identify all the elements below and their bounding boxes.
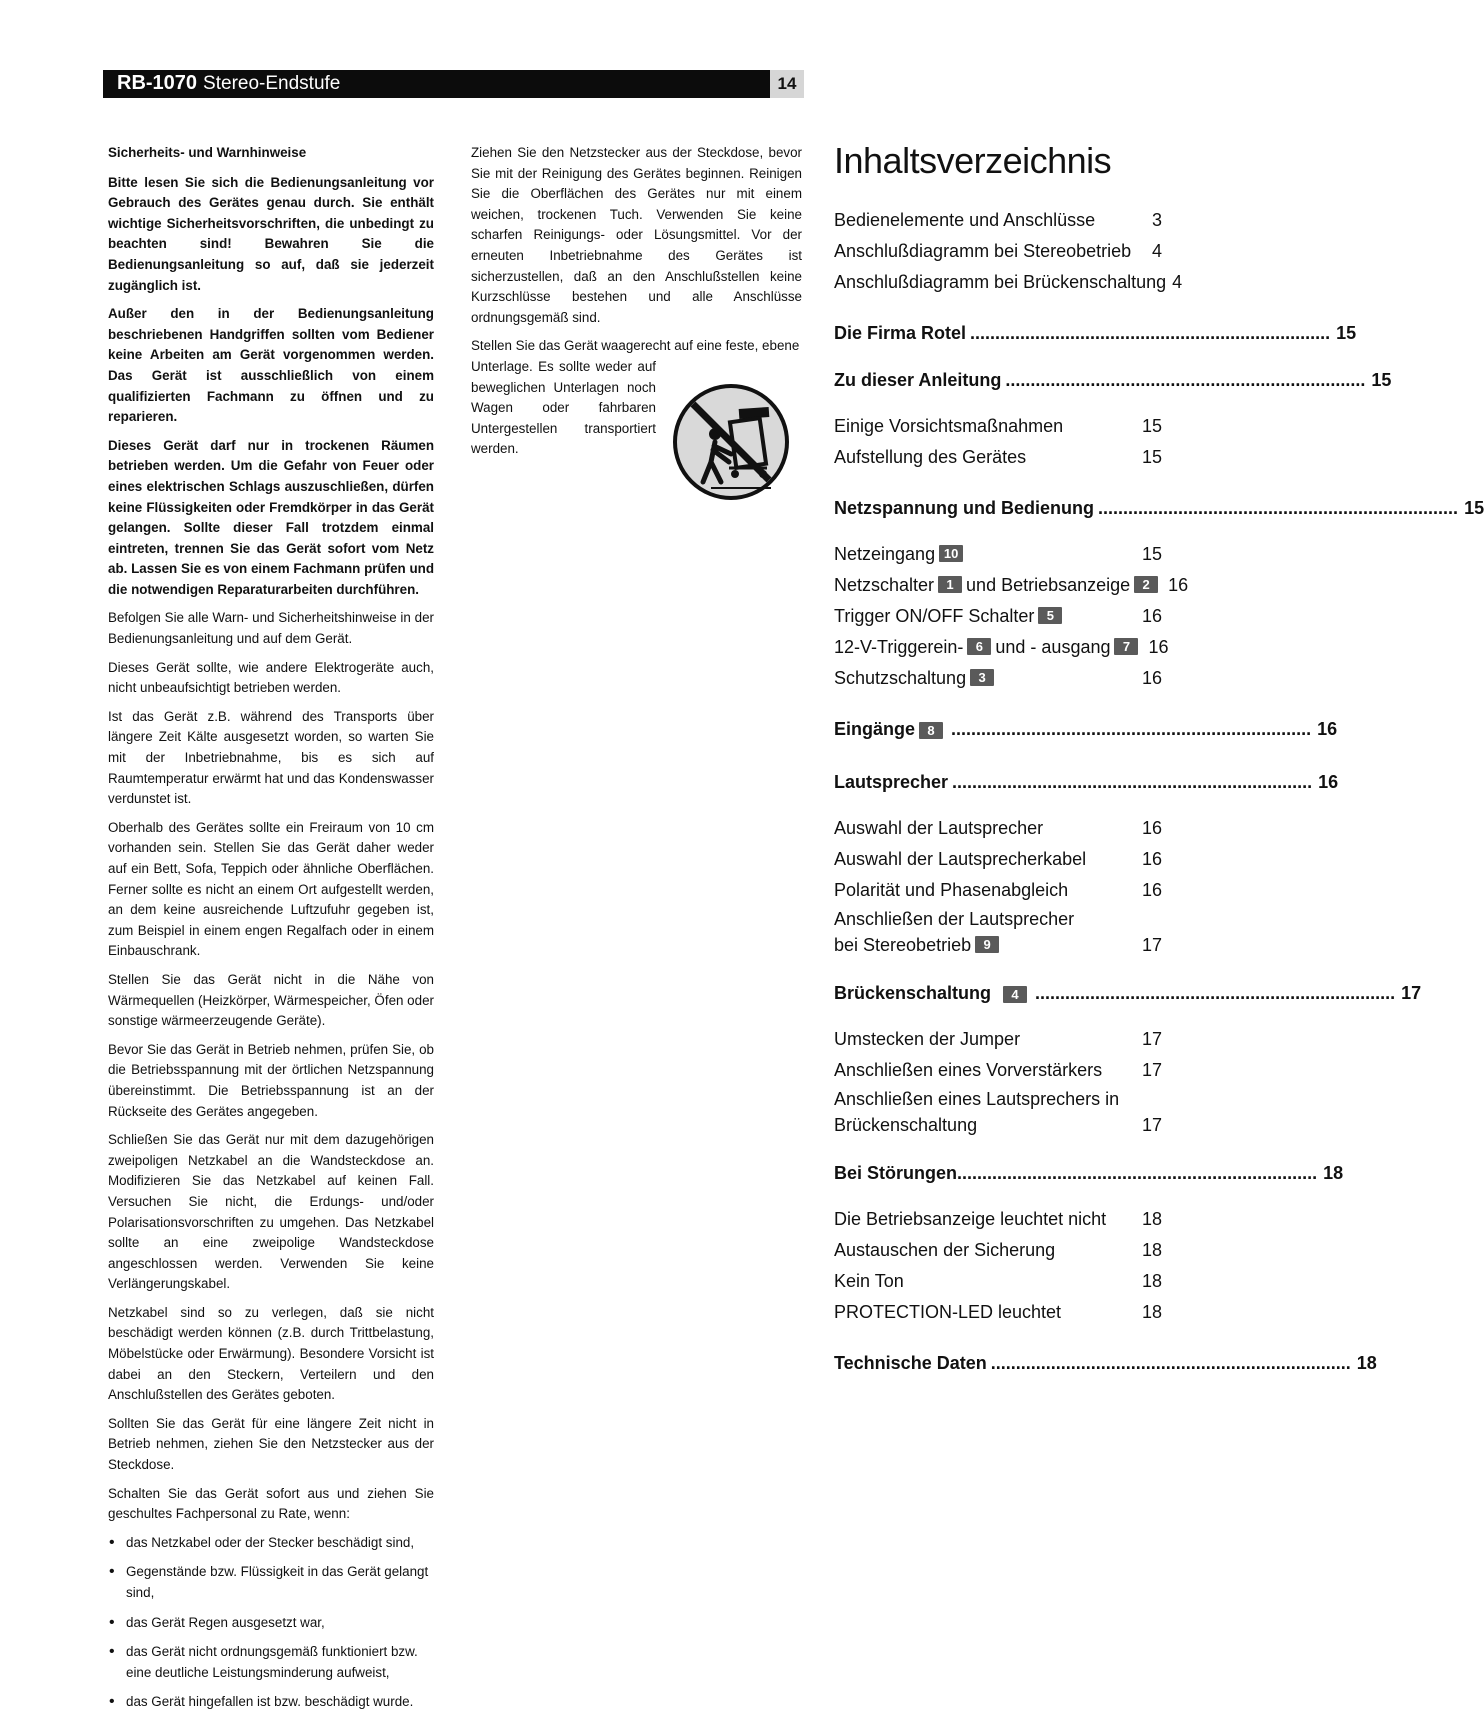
toc-entry-title: Brückenschaltung xyxy=(834,983,992,1003)
toc-entry[interactable] xyxy=(834,570,1189,601)
list-item: • Gegenstände bzw. Flüssigkeit in das Gerät gelangt sind, xyxy=(108,1562,434,1603)
toc-entry-title: Austauschen der Sicherung xyxy=(834,1240,1056,1260)
leader-dots: ........................................................................ xyxy=(1005,370,1366,390)
toc-entry[interactable] xyxy=(834,1297,1162,1328)
leader-dots: ........................................................................ xyxy=(970,323,1331,343)
toc-group xyxy=(834,317,1357,350)
toc-major-entry[interactable] xyxy=(834,1347,1377,1380)
callout-number-badge: 10 xyxy=(939,545,963,562)
toc-entry-page: 16 xyxy=(1141,606,1162,626)
list-item: • das Gerät nicht ordnungsgemäß funktioniert bzw. eine deutliche Leistungsminderung aufweist, xyxy=(108,1642,434,1683)
toc-entry-title: Anschließen eines Vorverstärkers xyxy=(834,1060,1103,1080)
toc-entry-title: Anschließen eines Lautsprechers in xyxy=(834,1089,1120,1109)
toc-entry[interactable] xyxy=(834,844,1162,875)
page-number: 14 xyxy=(770,70,804,98)
toc-entry[interactable] xyxy=(834,813,1162,844)
toc-entry-title: Auswahl der Lautsprecher xyxy=(834,818,1044,838)
toc-entry[interactable] xyxy=(834,411,1162,442)
header-title xyxy=(117,72,340,95)
toc-entry-page: 3 xyxy=(1151,210,1162,230)
warning-list xyxy=(108,1533,434,1713)
toc-group xyxy=(834,1204,1162,1328)
toc-entry[interactable] xyxy=(834,442,1162,473)
leader-dots: ........................................................................ xyxy=(951,719,1312,739)
toc-entry-page: 4 xyxy=(1151,241,1162,261)
toc-entry-page: 16 xyxy=(1318,772,1339,792)
paragraph: Ziehen Sie den Netzstecker aus der Steckdose, bevor Sie mit der Reinigung des Gerätes beginnen. Reinigen Sie die Oberflächen des Gerätes nur mit einem weichen, trockenen Tuch. Verwenden Sie keine scharfen Reinigungs- oder Lösungsmittel. Vor der erneuten Inbetriebnahme des Gerätes ist sicherzustellen, daß an den Anschlußstellen keine Kurzschlüsse bestehen und alle Anschlüsse ordnungsgemäß sind. xyxy=(471,145,802,325)
callout-number-badge: 3 xyxy=(970,669,994,686)
toc-entry-page: 18 xyxy=(1141,1302,1162,1322)
toc-entry-page: 15 xyxy=(1371,370,1392,390)
toc-major-entry[interactable] xyxy=(834,492,1484,525)
header-bar xyxy=(103,70,770,98)
toc-entry-page: 18 xyxy=(1356,1353,1377,1373)
bold-paragraph: Außer den in der Bedienungsanleitung beschriebenen Handgriffen sollten vom Bediener keine Arbeiten am Gerät vorgenommen werden. Das Gerät ist ausschließlich von einem qualifizierten Fachmann zu öffnen und zu reparieren. xyxy=(108,306,434,425)
toc-entry-page: 15 xyxy=(1336,323,1357,343)
toc-entry-page: 18 xyxy=(1323,1163,1344,1183)
toc-entry-page: 16 xyxy=(1148,637,1169,657)
toc-entry-page: 17 xyxy=(1141,935,1162,955)
toc-entry-page: 18 xyxy=(1141,1240,1162,1260)
paragraph: Netzkabel sind so zu verlegen, daß sie nicht beschädigt werden können (z.B. durch Trittbelastung, Möbelstücke oder Erwärmung). Besondere Vorsicht ist dabei an den Steckern, Verteilern und den Anschlußstellen des Gerätes geboten. xyxy=(108,1304,434,1403)
toc-major-entry[interactable] xyxy=(834,713,1338,746)
toc-entry[interactable] xyxy=(834,205,1162,236)
toc-entry-page: 16 xyxy=(1317,719,1338,739)
toc-entry-page: 16 xyxy=(1141,880,1162,900)
model-description: Stereo-Endstufe xyxy=(203,73,341,94)
toc-entry-page: 15 xyxy=(1141,544,1162,564)
bold-paragraph: Bitte lesen Sie sich die Bedienungsanleitung vor Gebrauch des Gerätes genau durch. Sie enthält wichtige Sicherheitsvorschriften, die unbedingt zu beachten sind! Bewahren Sie die Bedienungsanleitung so auf, daß sie jederzeit zugänglich ist. xyxy=(108,174,434,293)
toc-entry-page: 17 xyxy=(1141,1029,1162,1049)
toc-major-entry[interactable] xyxy=(834,977,1422,1010)
toc-entry-title: Einige Vorsichtsmaßnahmen xyxy=(834,416,1064,436)
toc-entry-page: 15 xyxy=(1464,498,1484,518)
toc-entry-title: Auswahl der Lautsprecherkabel xyxy=(834,849,1087,869)
toc-entry[interactable] xyxy=(834,875,1162,906)
paragraph-line: Stellen Sie das Gerät waagerecht auf eine feste, ebene xyxy=(471,338,800,354)
toc-entry[interactable] xyxy=(834,539,1162,570)
toc-group xyxy=(834,539,1189,694)
toc-entry-page: 15 xyxy=(1141,447,1162,467)
cart-paragraph xyxy=(471,336,802,460)
paragraph: Befolgen Sie alle Warn- und Sicherheitshinweise in der Bedienungsanleitung und auf dem Gerät. xyxy=(108,610,434,647)
toc-group xyxy=(834,813,1162,958)
leader-dots: ........................................................................ xyxy=(957,1163,1318,1183)
list-item: • das Gerät hingefallen ist bzw. beschädigt wurde. xyxy=(108,1692,434,1713)
toc-group xyxy=(834,713,1338,746)
toc-entry-page: 16 xyxy=(1141,818,1162,838)
toc-entry-title: und - ausgang xyxy=(995,637,1111,657)
toc-entry-title: Anschlußdiagramm bei Brückenschaltung xyxy=(834,272,1167,292)
toc-entry-title: Anschließen der Lautsprecher xyxy=(834,909,1075,929)
toc-entry-title: Trigger ON/OFF Schalter xyxy=(834,606,1035,626)
toc-entry-title: Umstecken der Jumper xyxy=(834,1029,1021,1049)
toc-entry-title: Polarität und Phasenabgleich xyxy=(834,880,1069,900)
toc-entry-title: Bei Störungen xyxy=(834,1163,958,1183)
toc-entry[interactable] xyxy=(834,1055,1162,1086)
leader-dots: ........................................................................ xyxy=(1035,983,1396,1003)
toc-group xyxy=(834,364,1392,397)
toc-entry-title: Technische Daten xyxy=(834,1353,987,1373)
toc-entry-title: Netzspannung und Bedienung xyxy=(834,498,1094,518)
toc-entry-page: 16 xyxy=(1141,668,1162,688)
paragraph: Schließen Sie das Gerät nur mit dem dazugehörigen zweipoligen Netzkabel an die Wandsteckdose an. Modifizieren Sie das Netzkabel auf keinen Fall. Versuchen Sie nicht, die Erdungs- und/oder Polarisationsvorschriften zu umgehen. Das Netzkabel sollte an eine zweipolige Wandsteckdose angeschlossen werden. Verwenden Sie keine Verlängerungskabel. xyxy=(108,1132,434,1292)
toc-entry[interactable] xyxy=(834,1024,1162,1055)
toc-entry-title: und Betriebsanzeige xyxy=(966,575,1131,595)
toc-entry[interactable] xyxy=(834,1086,1162,1138)
toc-entry-title: Kein Ton xyxy=(834,1271,904,1291)
toc-entry-page: 16 xyxy=(1141,849,1162,869)
paragraph: Unterlage. Es sollte weder auf beweglichen Unterlagen noch Wagen oder fahrbaren Untergestellen transportiert werden. xyxy=(471,358,656,457)
safety-column-1 xyxy=(108,143,434,1722)
toc-entry-title: Aufstellung des Gerätes xyxy=(834,447,1027,467)
bold-paragraph: Dieses Gerät darf nur in trockenen Räumen betrieben werden. Um die Gefahr von Feuer oder eines elektrischen Schlags auszuschließen, dürfen keine Flüssigkeiten oder Fremdkörper in das Gerät gelangen. Sollte dieser Fall trotzdem einmal eintreten, trennen Sie das Gerät sofort vom Netz ab. Lassen Sie es von einem Fachmann prüfen und die notwendigen Reparaturarbeiten durchführen. xyxy=(108,437,434,597)
paragraph: Oberhalb des Gerätes sollte ein Freiraum von 10 cm vorhanden sein. Stellen Sie das Gerät daher weder auf ein Bett, Sofa, Teppich oder ähnliche Oberflächen. Ferner sollte es nicht an einem Ort aufgestellt werden, an dem keine ausreichende Luftzufuhr gegeben ist, zum Beispiel in einem engen Regalfach oder in einem Einbauschrank. xyxy=(108,819,434,959)
toc-entry[interactable] xyxy=(834,1204,1162,1235)
safety-title: Sicherheits- und Warnhinweise xyxy=(108,145,307,160)
paragraph: Schalten Sie das Gerät sofort aus und ziehen Sie geschultes Fachpersonal zu Rate, wenn: xyxy=(108,1485,434,1522)
toc-entry[interactable] xyxy=(834,236,1162,267)
callout-number-badge: 5 xyxy=(1038,607,1062,624)
toc-entry[interactable] xyxy=(834,601,1162,632)
toc-entry-page: 18 xyxy=(1141,1271,1162,1291)
toc-group xyxy=(834,1024,1162,1138)
toc-group xyxy=(834,492,1484,525)
toc-major-entry[interactable] xyxy=(834,1157,1344,1190)
paragraph: Dieses Gerät sollte, wie andere Elektrogeräte auch, nicht unbeaufsichtigt betrieben werden. xyxy=(108,659,434,696)
callout-number-badge: 2 xyxy=(1134,576,1158,593)
callout-number-badge: 9 xyxy=(975,936,999,953)
toc-entry-title: 12-V-Triggerein- xyxy=(834,637,964,657)
toc-group xyxy=(834,411,1162,473)
toc-group xyxy=(834,1157,1344,1190)
toc-entry-title: Anschlußdiagramm bei Stereobetrieb xyxy=(834,241,1132,261)
list-item: • das Netzkabel oder der Stecker beschädigt sind, xyxy=(108,1533,434,1554)
toc-group xyxy=(834,1347,1377,1380)
toc-entry[interactable] xyxy=(834,632,1169,663)
callout-number-badge: 1 xyxy=(938,576,962,593)
toc-entry-title: bei Stereobetrieb xyxy=(834,935,972,955)
paragraph: Sollten Sie das Gerät für eine längere Zeit nicht in Betrieb nehmen, ziehen Sie den Netzstecker aus der Steckdose. xyxy=(108,1415,434,1473)
paragraph: Ist das Gerät z.B. während des Transports über längere Zeit Kälte ausgesetzt worden, so warten Sie mit der Inbetriebnahme, bis es sich auf Raumtemperatur erwärmt hat und das Kondenswasser verdunstet ist. xyxy=(108,708,434,807)
toc-entry-title: Eingänge xyxy=(834,719,916,739)
toc-entry-title: Brückenschaltung xyxy=(834,1115,978,1135)
toc-entry[interactable] xyxy=(834,906,1162,958)
toc-major-entry[interactable] xyxy=(834,766,1339,799)
toc-entry-title: Netzeingang xyxy=(834,544,936,564)
table-of-contents xyxy=(834,139,1484,1394)
toc-entry-title: Netzschalter xyxy=(834,575,935,595)
toc-entry-page: 17 xyxy=(1141,1060,1162,1080)
safety-column-2 xyxy=(471,143,802,460)
toc-entry-title: Schutzschaltung xyxy=(834,668,967,688)
callout-number-badge: 4 xyxy=(1003,986,1027,1003)
paragraph: Stellen Sie das Gerät nicht in die Nähe von Wärmequellen (Heizkörper, Wärmespeicher, Öfen oder sonstige wärmeerzeugende Geräte). xyxy=(108,971,434,1029)
toc-entry-page: 17 xyxy=(1401,983,1422,1003)
toc-entry-title: Die Firma Rotel xyxy=(834,323,967,343)
toc-group xyxy=(834,205,1183,298)
toc-entry-title: PROTECTION-LED leuchtet xyxy=(834,1302,1062,1322)
leader-dots: ........................................................................ xyxy=(990,1353,1351,1373)
toc-entry-title: Zu dieser Anleitung xyxy=(834,370,1002,390)
model-name: RB-1070 xyxy=(117,72,198,94)
toc-entry-page: 16 xyxy=(1168,575,1189,595)
toc-entry[interactable] xyxy=(834,267,1183,298)
toc-major-entry[interactable] xyxy=(834,364,1392,397)
toc-entry[interactable] xyxy=(834,663,1162,694)
toc-entry-page: 18 xyxy=(1141,1209,1162,1229)
toc-entry[interactable] xyxy=(834,1235,1162,1266)
toc-entry-page: 4 xyxy=(1172,272,1183,292)
toc-title: Inhaltsverzeichnis xyxy=(834,140,1112,181)
leader-dots: ........................................................................ xyxy=(1097,498,1459,518)
toc-entry-page: 15 xyxy=(1141,416,1162,436)
toc-entry-title: Lautsprecher xyxy=(834,772,949,792)
toc-entry-title: Die Betriebsanzeige leuchtet nicht xyxy=(834,1209,1107,1229)
callout-number-badge: 8 xyxy=(919,722,943,739)
list-item: • das Gerät Regen ausgesetzt war, xyxy=(108,1613,434,1634)
paragraph: Bevor Sie das Gerät in Betrieb nehmen, prüfen Sie, ob die Betriebsspannung mit der örtlichen Netzspannung übereinstimmt. Die Betriebsspannung ist an der Rückseite des Gerätes angegeben. xyxy=(108,1041,434,1119)
callout-number-badge: 7 xyxy=(1114,638,1138,655)
no-cart-warning-icon xyxy=(671,382,791,502)
toc-major-entry[interactable] xyxy=(834,317,1357,350)
toc-entry-page: 17 xyxy=(1141,1115,1162,1135)
toc-entry[interactable] xyxy=(834,1266,1162,1297)
toc-entry-title: Bedienelemente und Anschlüsse xyxy=(834,210,1096,230)
toc-group xyxy=(834,977,1422,1010)
toc-group xyxy=(834,766,1339,799)
leader-dots: ........................................................................ xyxy=(952,772,1313,792)
callout-number-badge: 6 xyxy=(967,638,991,655)
